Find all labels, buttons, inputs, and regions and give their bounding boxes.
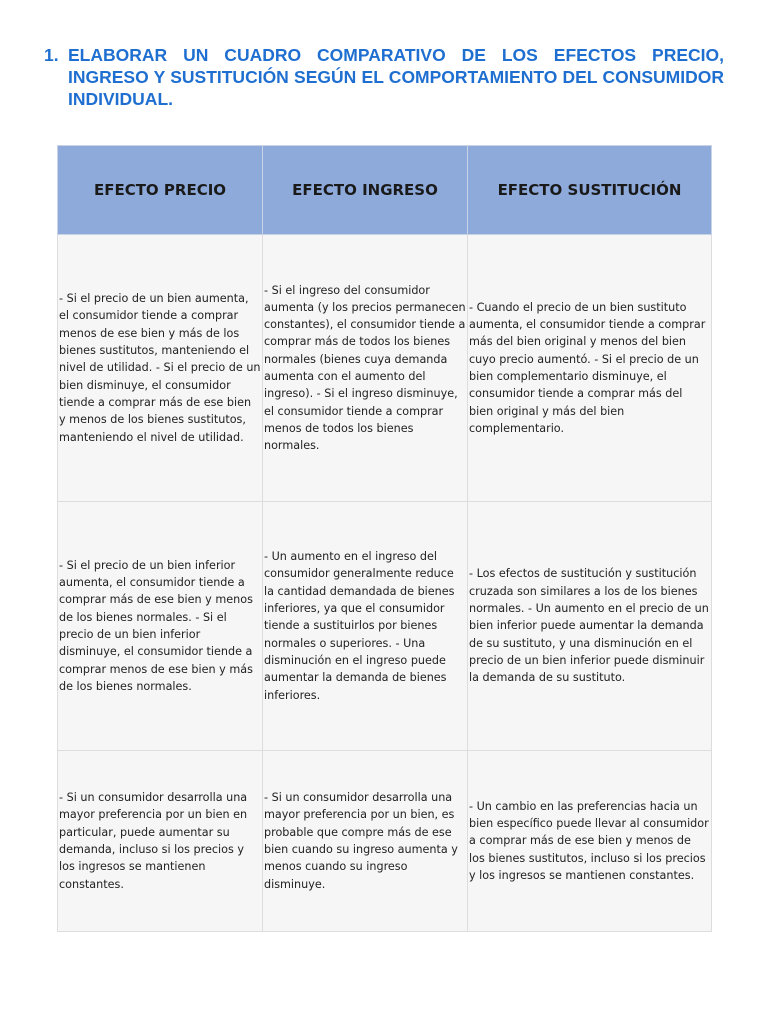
- table-cell: - Si el ingreso del consumidor aumenta (y los precios permanecen constantes), el consumidor tiende a comprar más de todos los bienes normales (bienes cuya demanda aumenta con el aumento del ingreso). - Si el ingreso disminuye, el consumidor tiende a comprar menos de todos los bienes normales.: [263, 235, 468, 502]
- table-cell: - Un aumento en el ingreso del consumidor generalmente reduce la cantidad demandada de bienes inferiores, ya que el consumidor tiende a sustituirlos por bienes normales o superiores. - Una disminución en el ingreso puede aumentar la demanda de bienes inferiores.: [263, 502, 468, 751]
- table-cell: - Si un consumidor desarrolla una mayor preferencia por un bien en particular, puede aumentar su demanda, incluso si los precios y los ingresos se mantienen constantes.: [58, 751, 263, 932]
- table-cell: - Cuando el precio de un bien sustituto aumenta, el consumidor tiende a comprar más del bien original y menos del bien cuyo precio aumentó. - Si el precio de un bien complementario disminuye, el consumidor tiende a comprar más del bien original y más del bien complementario.: [468, 235, 712, 502]
- comparison-table: [57, 145, 712, 932]
- heading-text: ELABORAR UN CUADRO COMPARATIVO DE LOS EFECTOS PRECIO, INGRESO Y SUSTITUCIÓN SEGÚN EL COMPORTAMIENTO DEL CONSUMIDOR INDIVIDUAL.: [68, 45, 724, 109]
- table-row: [58, 751, 712, 932]
- header-efecto-sustitucion: EFECTO SUSTITUCIÓN: [468, 146, 712, 235]
- table-cell: - Un cambio en las preferencias hacia un bien específico puede llevar al consumidor a comprar más de ese bien y menos de los bienes sustitutos, incluso si los precios y los ingresos se mantienen constantes.: [468, 751, 712, 932]
- document-heading: [44, 44, 724, 110]
- table-cell: - Si un consumidor desarrolla una mayor preferencia por un bien, es probable que compre más de ese bien cuando su ingreso aumenta y menos cuando su ingreso disminuye.: [263, 751, 468, 932]
- table-row: [58, 235, 712, 502]
- comparison-table-container: [57, 145, 711, 932]
- table-cell: - Los efectos de sustitución y sustitución cruzada son similares a los de los bienes normales. - Un aumento en el precio de un bien inferior puede aumentar la demanda de su sustituto, y una disminución en el precio de un bien inferior puede disminuir la demanda de su sustituto.: [468, 502, 712, 751]
- table-cell: - Si el precio de un bien aumenta, el consumidor tiende a comprar menos de ese bien y más de los bienes sustitutos, manteniendo el nivel de utilidad. - Si el precio de un bien disminuye, el consumidor tiende a comprar más de ese bien y menos de los bienes sustitutos, manteniendo el nivel de utilidad.: [58, 235, 263, 502]
- header-efecto-precio: EFECTO PRECIO: [58, 146, 263, 235]
- table-cell: - Si el precio de un bien inferior aumenta, el consumidor tiende a comprar más de ese bien y menos de los bienes normales. - Si el precio de un bien inferior disminuye, el consumidor tiende a comprar menos de ese bien y más de los bienes normales.: [58, 502, 263, 751]
- table-row: [58, 502, 712, 751]
- header-efecto-ingreso: EFECTO INGRESO: [263, 146, 468, 235]
- heading-number: 1.: [44, 45, 59, 65]
- table-header-row: [58, 146, 712, 235]
